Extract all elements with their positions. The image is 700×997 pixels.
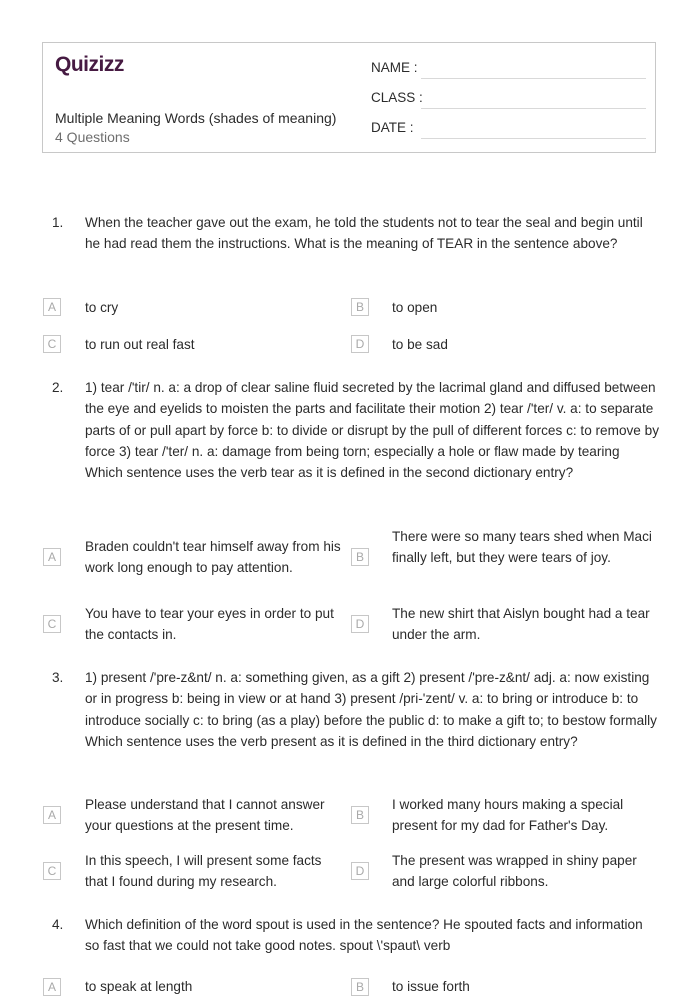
option-letter-b[interactable]: B <box>351 548 369 566</box>
option-text[interactable]: There were so many tears shed when Maci finally left, but they were tears of joy. <box>392 529 652 566</box>
option-text[interactable]: In this speech, I will present some facts that I found during my research. <box>85 853 322 890</box>
option-text[interactable]: to open <box>392 300 438 315</box>
option-text[interactable]: to speak at length <box>85 979 193 994</box>
option-text[interactable]: to cry <box>85 300 119 315</box>
option-letter-a[interactable]: A <box>43 978 61 996</box>
option-letter-b[interactable]: B <box>351 298 369 316</box>
option-letter-a[interactable]: A <box>43 806 61 824</box>
option-letter-c[interactable]: C <box>43 335 61 353</box>
option-letter-d[interactable]: D <box>351 862 369 880</box>
question-number: 4. <box>52 917 64 932</box>
date-line[interactable] <box>421 138 646 139</box>
option-letter-b[interactable]: B <box>351 978 369 996</box>
question-text: Which definition of the word spout is used in the sentence? He spouted facts and information so fast that we could not take good notes. spout \'spaut\ verb <box>85 917 643 954</box>
option-text[interactable]: to run out real fast <box>85 337 195 352</box>
date-label: DATE : <box>371 120 414 135</box>
option-text[interactable]: Braden couldn't tear himself away from his work long enough to pay attention. <box>85 539 341 576</box>
option-letter-c[interactable]: C <box>43 615 61 633</box>
option-text[interactable]: You have to tear your eyes in order to put the contacts in. <box>85 606 334 643</box>
option-letter-c[interactable]: C <box>43 862 61 880</box>
option-text[interactable]: to be sad <box>392 337 448 352</box>
option-text[interactable]: I worked many hours making a special present for my dad for Father's Day. <box>392 797 624 834</box>
option-text[interactable]: to issue forth <box>392 979 470 994</box>
option-letter-b[interactable]: B <box>351 806 369 824</box>
quizizz-logo: Quizizz <box>55 53 124 76</box>
question-text: 1) tear /'tir/ n. a: a drop of clear saline fluid secreted by the lacrimal gland and diffused between the eye and eyelids to moisten the parts and facilitate their motion 2) tear /'ter/ v. a: to separate parts of or pull apart by force b: to divide or disrupt by the pull of different forces c: to remove by force 3) tear /'ter/ n. a: damage from being torn; especially a hole or flaw made by tearing Which sentence uses the verb tear as it is defined in the second dictionary entry? <box>85 380 659 481</box>
option-text[interactable]: The present was wrapped in shiny paper and large colorful ribbons. <box>392 853 637 890</box>
option-letter-d[interactable]: D <box>351 335 369 353</box>
name-label: NAME : <box>371 60 418 75</box>
option-letter-d[interactable]: D <box>351 615 369 633</box>
worksheet-title: Multiple Meaning Words (shades of meaning) <box>55 110 337 126</box>
option-letter-a[interactable]: A <box>43 548 61 566</box>
question-count: 4 Questions <box>55 129 130 145</box>
question-text: When the teacher gave out the exam, he told the students not to tear the seal and begin until he had read them the instructions. What is the meaning of TEAR in the sentence above? <box>85 215 643 252</box>
name-line[interactable] <box>421 78 646 79</box>
option-text[interactable]: The new shirt that Aislyn bought had a tear under the arm. <box>392 606 650 643</box>
worksheet-header <box>42 42 656 153</box>
question-number: 2. <box>52 380 64 395</box>
question-number: 3. <box>52 670 64 685</box>
option-text[interactable]: Please understand that I cannot answer your questions at the present time. <box>85 797 325 834</box>
question-text: 1) present /'pre-z&nt/ n. a: something given, as a gift 2) present /'pre-z&nt/ adj. a: now existing or in progress b: being in view or at hand 3) present /pri-'zent/ v. a: to bring or introduce b: to introduce socially c: to bring (as a play) before the public d: to make a gift to; to bestow formally Which sentence uses the verb present as it is defined in the third dictionary entry? <box>85 670 657 749</box>
class-line[interactable] <box>421 108 646 109</box>
class-label: CLASS : <box>371 90 423 105</box>
option-letter-a[interactable]: A <box>43 298 61 316</box>
question-number: 1. <box>52 215 64 230</box>
